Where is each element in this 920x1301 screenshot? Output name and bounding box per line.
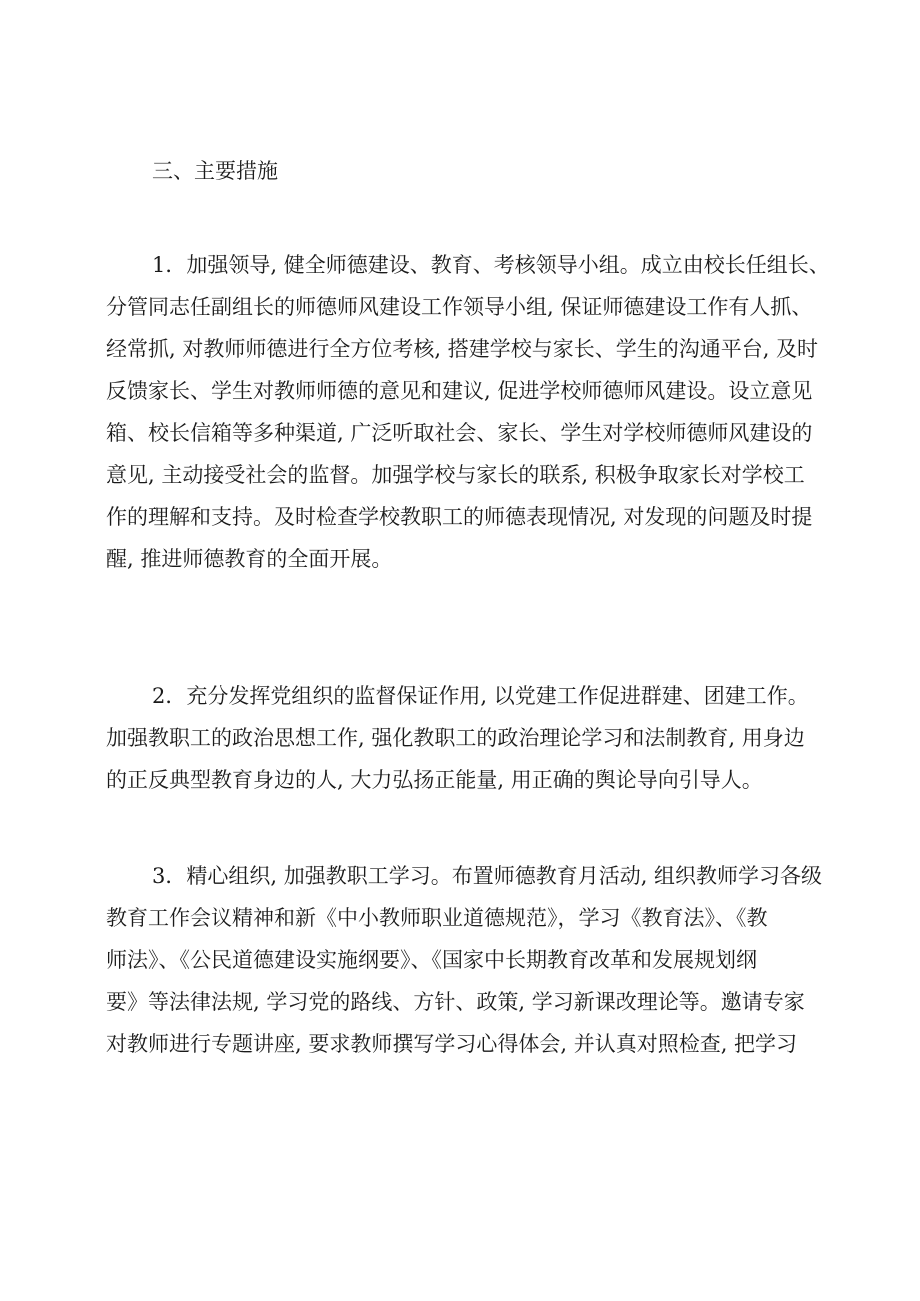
- paragraph-1: [106, 244, 830, 580]
- paragraph-line: 的正反典型教育身边的人, 大力弘扬正能量, 用正确的舆论导向引导人。: [106, 768, 763, 792]
- paragraph-line: 反馈家长、学生对教师师德的意见和建议, 促进学校师德师风建设。设立意见: [106, 379, 813, 403]
- paragraph-line: 分管同志任副组长的师德师风建设工作领导小组, 保证师德建设工作有人抓、: [106, 295, 813, 319]
- paragraph-line: 意见, 主动接受社会的监督。加强学校与家长的联系, 积极争取家长对学校工: [106, 463, 805, 487]
- paragraph-line: 要》等法律法规, 学习党的路线、方针、政策, 学习新课改理论等。邀请专家: [106, 990, 805, 1014]
- paragraph-line: 箱、校长信箱等多种渠道, 广泛听取社会、家长、学生对学校师德师风建设的: [106, 421, 813, 445]
- paragraph-line: 加强教职工的政治思想工作, 强化教职工的政治理论学习和法制教育, 用身边: [106, 726, 805, 750]
- paragraph-2: [106, 675, 826, 801]
- paragraph-line: 3．精心组织, 加强教职工学习。布置师德教育月活动, 组织教师学习各级: [152, 864, 823, 888]
- paragraph-line: 经常抓, 对教师师德进行全方位考核, 搭建学校与家长、学生的沟通平台, 及时: [106, 337, 819, 361]
- paragraph-line: 2．充分发挥党组织的监督保证作用, 以党建工作促进群建、团建工作。: [152, 684, 809, 708]
- section-heading: 三、主要措施: [152, 159, 278, 183]
- paragraph-3: [106, 855, 826, 1065]
- paragraph-line: 对教师进行专题讲座, 要求教师撰写学习心得体会, 并认真对照检查, 把学习: [106, 1032, 798, 1056]
- paragraph-line: 教育工作会议精神和新《中小教师职业道德规范》，学习《教育法》、《教: [106, 906, 768, 930]
- paragraph-line: 作的理解和支持。及时检查学校教职工的师德表现情况, 对发现的问题及时提: [106, 505, 813, 529]
- paragraph-line: 1．加强领导, 健全师德建设、教育、考核领导小组。成立由校长任组长、: [152, 253, 830, 277]
- paragraph-line: 醒, 推进师德教育的全面开展。: [106, 547, 393, 571]
- paragraph-line: 师法》、《公民道德建设实施纲要》、《国家中长期教育改革和发展规划纲: [106, 948, 757, 972]
